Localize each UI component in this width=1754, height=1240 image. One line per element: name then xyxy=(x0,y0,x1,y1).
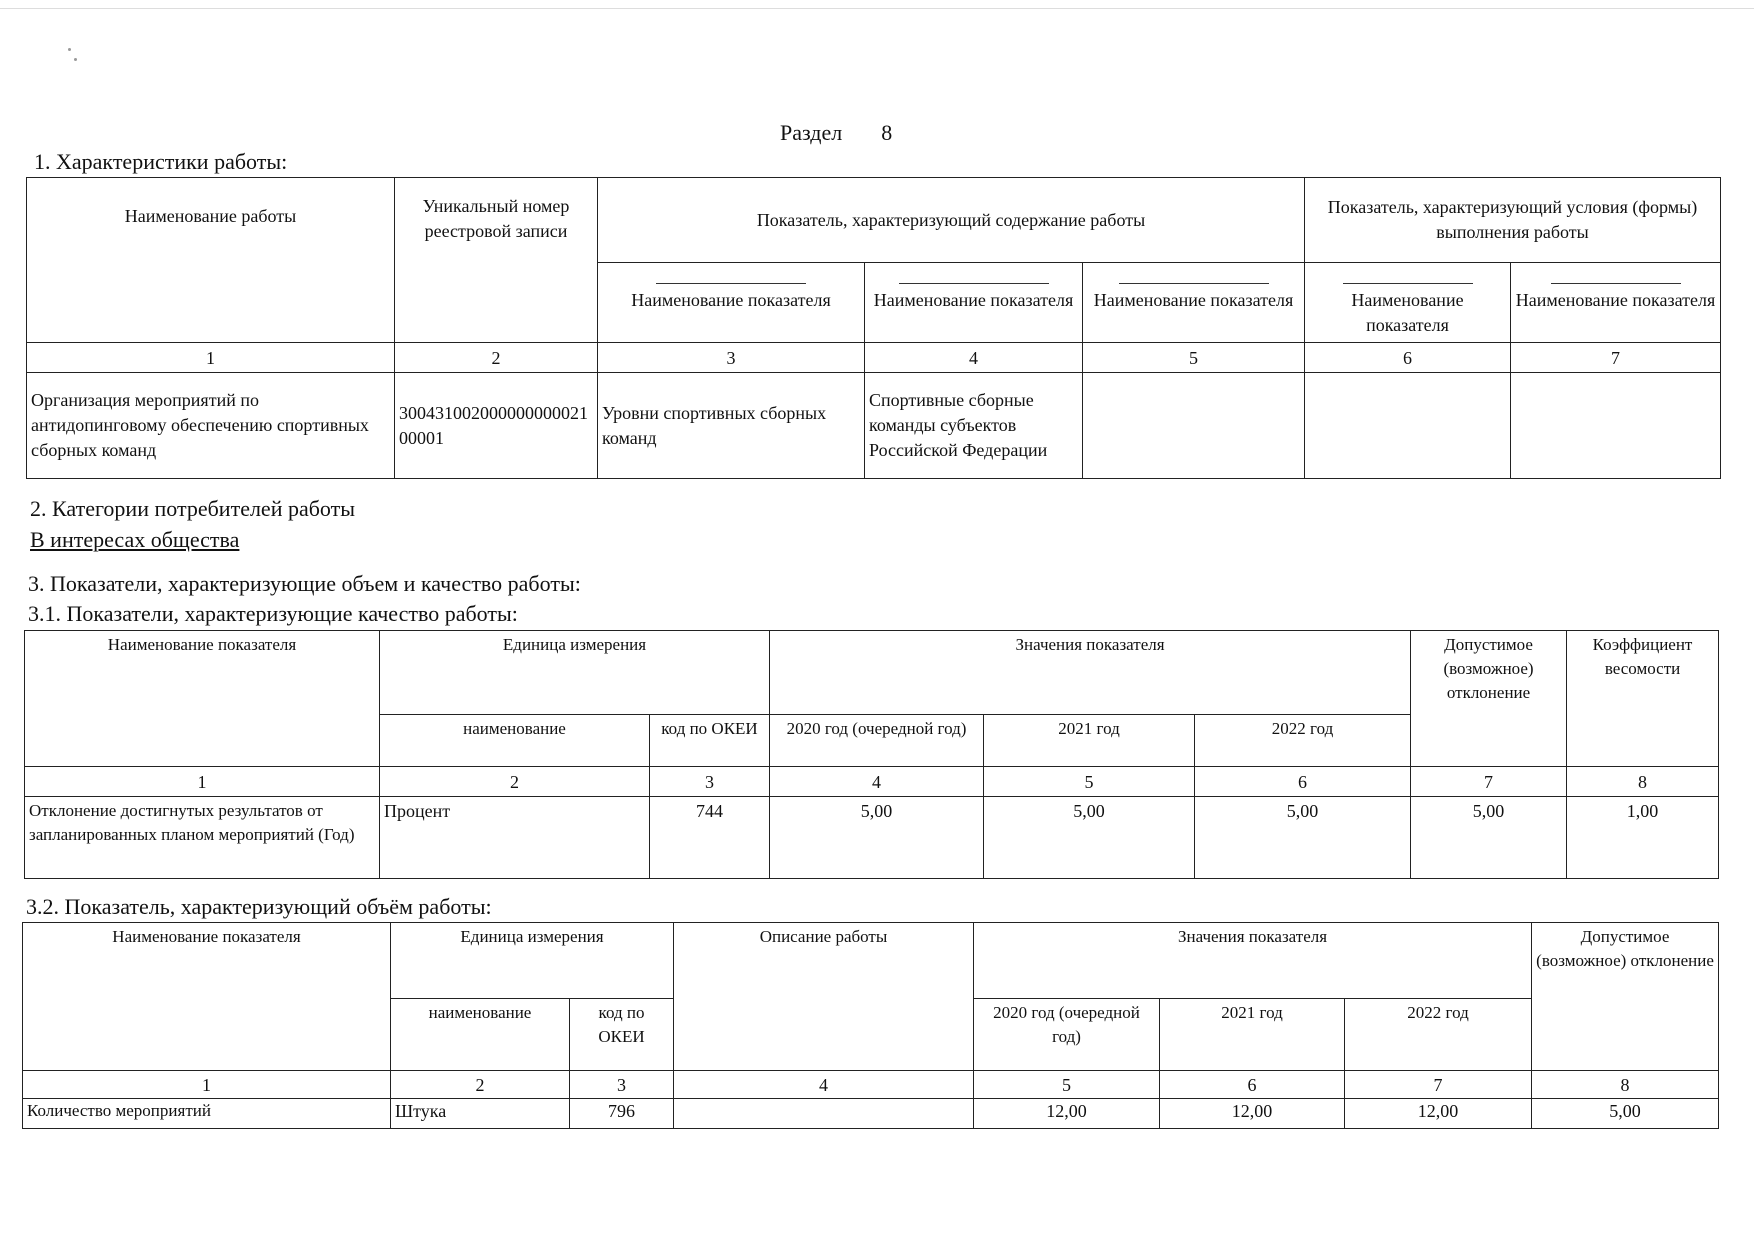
header-content-group-text: Показатель, характеризующий содержание работы xyxy=(756,209,1146,230)
col-number: 2 xyxy=(391,1071,570,1099)
v-header-2022: 2022 год xyxy=(1345,999,1532,1071)
v-header-okei: код по ОКЕИ xyxy=(570,999,674,1071)
column-numbers-row xyxy=(25,767,1719,797)
header-indicator-4-text: Наименование показателя xyxy=(1351,290,1464,335)
v-okei-cell: 796 xyxy=(570,1099,674,1129)
q-value-2022-cell: 5,00 xyxy=(1195,797,1411,879)
col-number: 5 xyxy=(1083,343,1305,373)
col-number: 5 xyxy=(974,1071,1160,1099)
v-header-values-text: Значения показателя xyxy=(1177,927,1328,946)
header-indicator-4 xyxy=(1305,263,1511,343)
header-work-name xyxy=(27,178,395,343)
col-number: 3 xyxy=(650,767,770,797)
q-header-unit xyxy=(380,631,770,715)
section31-heading: 3.1. Показатели, характеризующие качество работы: xyxy=(28,601,518,626)
v-header-unit-text: Единица измерения xyxy=(460,927,604,946)
header-indicator-2-text: Наименование показателя xyxy=(873,290,1074,310)
q-header-values-text: Значения показателя xyxy=(1015,635,1165,654)
table-row xyxy=(23,1099,1719,1129)
q-header-2020: 2020 год (очередной год) xyxy=(770,715,984,767)
v-value-2022-cell: 12,00 xyxy=(1345,1099,1532,1129)
col-number: 6 xyxy=(1195,767,1411,797)
q-header-okei: код по ОКЕИ xyxy=(650,715,770,767)
q-header-2021: 2021 год xyxy=(984,715,1195,767)
col-number: 1 xyxy=(27,343,395,373)
col-number: 1 xyxy=(23,1071,391,1099)
work-characteristics-table xyxy=(26,177,1721,479)
condition-indicator-1-cell xyxy=(1305,373,1511,479)
scan-speck xyxy=(68,48,71,51)
q-header-deviation-text: Допустимое (возможное) отклонение xyxy=(1443,635,1534,702)
header-registry-number xyxy=(395,178,598,343)
v-header-values xyxy=(974,923,1532,999)
v-header-name xyxy=(23,923,391,1071)
q-header-coefficient xyxy=(1567,631,1719,767)
content-indicator-3-cell xyxy=(1083,373,1305,479)
v-deviation-cell: 5,00 xyxy=(1532,1099,1719,1129)
header-indicator-5-text: Наименование показателя xyxy=(1515,290,1716,310)
section-title-label: Раздел xyxy=(780,120,843,145)
header-conditions-group-text: Показатель, характеризующий условия (формы) выполнения работы xyxy=(1327,197,1698,242)
v-value-2020-cell: 12,00 xyxy=(974,1099,1160,1129)
header-content-group xyxy=(598,178,1305,263)
v-unit-name-cell: Штука xyxy=(391,1099,570,1129)
section32-heading: 3.2. Показатель, характеризующий объём работы: xyxy=(26,894,492,919)
header-indicator-3-text: Наименование показателя xyxy=(1093,290,1294,310)
header-indicator-3 xyxy=(1083,263,1305,343)
q-header-deviation xyxy=(1411,631,1567,767)
section-title-number: 8 xyxy=(881,120,893,145)
header-registry-text: Уникальный номер реестровой записи xyxy=(422,196,570,241)
q-unit-name-cell: Процент xyxy=(380,797,650,879)
col-number: 6 xyxy=(1160,1071,1345,1099)
col-number: 7 xyxy=(1411,767,1567,797)
q-header-name-text: Наименование показателя xyxy=(107,635,297,654)
section2-heading: 2. Категории потребителей работы xyxy=(30,496,356,521)
v-description-cell xyxy=(674,1099,974,1129)
col-number: 5 xyxy=(984,767,1195,797)
column-numbers-row xyxy=(27,343,1721,373)
blank-line xyxy=(1343,283,1473,284)
col-number: 7 xyxy=(1511,343,1721,373)
quality-indicators-table xyxy=(24,630,1719,879)
header-work-name-text: Наименование работы xyxy=(124,206,297,226)
q-header-coefficient-text: Коэффициент весомости xyxy=(1592,635,1693,678)
q-header-unit-name: наименование xyxy=(380,715,650,767)
header-indicator-5 xyxy=(1511,263,1721,343)
section-title xyxy=(780,120,892,146)
col-number: 8 xyxy=(1567,767,1719,797)
blank-line xyxy=(1551,283,1681,284)
q-header-2022: 2022 год xyxy=(1195,715,1411,767)
v-header-unit xyxy=(391,923,674,999)
col-number: 2 xyxy=(380,767,650,797)
v-header-2020: 2020 год (очередной год) xyxy=(974,999,1160,1071)
blank-line xyxy=(656,283,806,284)
q-header-values xyxy=(770,631,1411,715)
col-number: 6 xyxy=(1305,343,1511,373)
v-header-2021: 2021 год xyxy=(1160,999,1345,1071)
col-number: 4 xyxy=(674,1071,974,1099)
v-header-description xyxy=(674,923,974,1071)
section1-heading: 1. Характеристики работы: xyxy=(34,149,288,174)
v-value-2021-cell: 12,00 xyxy=(1160,1099,1345,1129)
v-header-deviation xyxy=(1532,923,1719,1071)
content-indicator-2-cell: Спортивные сборные команды субъектов Российской Федерации xyxy=(865,373,1083,479)
header-indicator-2 xyxy=(865,263,1083,343)
header-conditions-group xyxy=(1305,178,1721,263)
condition-indicator-2-cell xyxy=(1511,373,1721,479)
col-number: 8 xyxy=(1532,1071,1719,1099)
table-row xyxy=(25,797,1719,879)
q-deviation-cell: 5,00 xyxy=(1411,797,1567,879)
consumer-category: В интересах общества xyxy=(30,527,240,552)
blank-line xyxy=(899,283,1049,284)
volume-indicators-table xyxy=(22,922,1719,1129)
q-header-unit-text: Единица измерения xyxy=(502,635,647,654)
col-number: 7 xyxy=(1345,1071,1532,1099)
q-value-2020-cell: 5,00 xyxy=(770,797,984,879)
column-numbers-row xyxy=(23,1071,1719,1099)
col-number: 2 xyxy=(395,343,598,373)
blank-line xyxy=(1119,283,1269,284)
v-indicator-name-cell: Количество мероприятий xyxy=(23,1099,391,1129)
col-number: 3 xyxy=(570,1071,674,1099)
q-value-2021-cell: 5,00 xyxy=(984,797,1195,879)
q-header-name xyxy=(25,631,380,767)
v-header-name-text: Наименование показателя xyxy=(112,927,301,946)
q-indicator-name-cell: Отклонение достигнутых результатов от запланированных планом мероприятий (Год) xyxy=(25,797,380,879)
q-okei-cell: 744 xyxy=(650,797,770,879)
content-indicator-1-cell: Уровни спортивных сборных команд xyxy=(598,373,865,479)
section3-heading: 3. Показатели, характеризующие объем и качество работы: xyxy=(28,571,581,596)
col-number: 4 xyxy=(865,343,1083,373)
col-number: 1 xyxy=(25,767,380,797)
col-number: 4 xyxy=(770,767,984,797)
v-header-deviation-text: Допустимое (возможное) отклонение xyxy=(1536,927,1714,970)
v-header-unit-name: наименование xyxy=(391,999,570,1071)
col-number: 3 xyxy=(598,343,865,373)
scan-speck xyxy=(74,58,77,61)
v-header-description-text: Описание работы xyxy=(759,927,888,946)
work-name-cell: Организация мероприятий по антидопинговому обеспечению спортивных сборных команд xyxy=(27,373,395,479)
table-row xyxy=(27,373,1721,479)
header-indicator-1-text: Наименование показателя xyxy=(631,290,831,310)
registry-number-cell: 30043100200000000002100001 xyxy=(395,373,598,479)
header-indicator-1 xyxy=(598,263,865,343)
scan-edge-line xyxy=(0,8,1754,9)
q-coefficient-cell: 1,00 xyxy=(1567,797,1719,879)
